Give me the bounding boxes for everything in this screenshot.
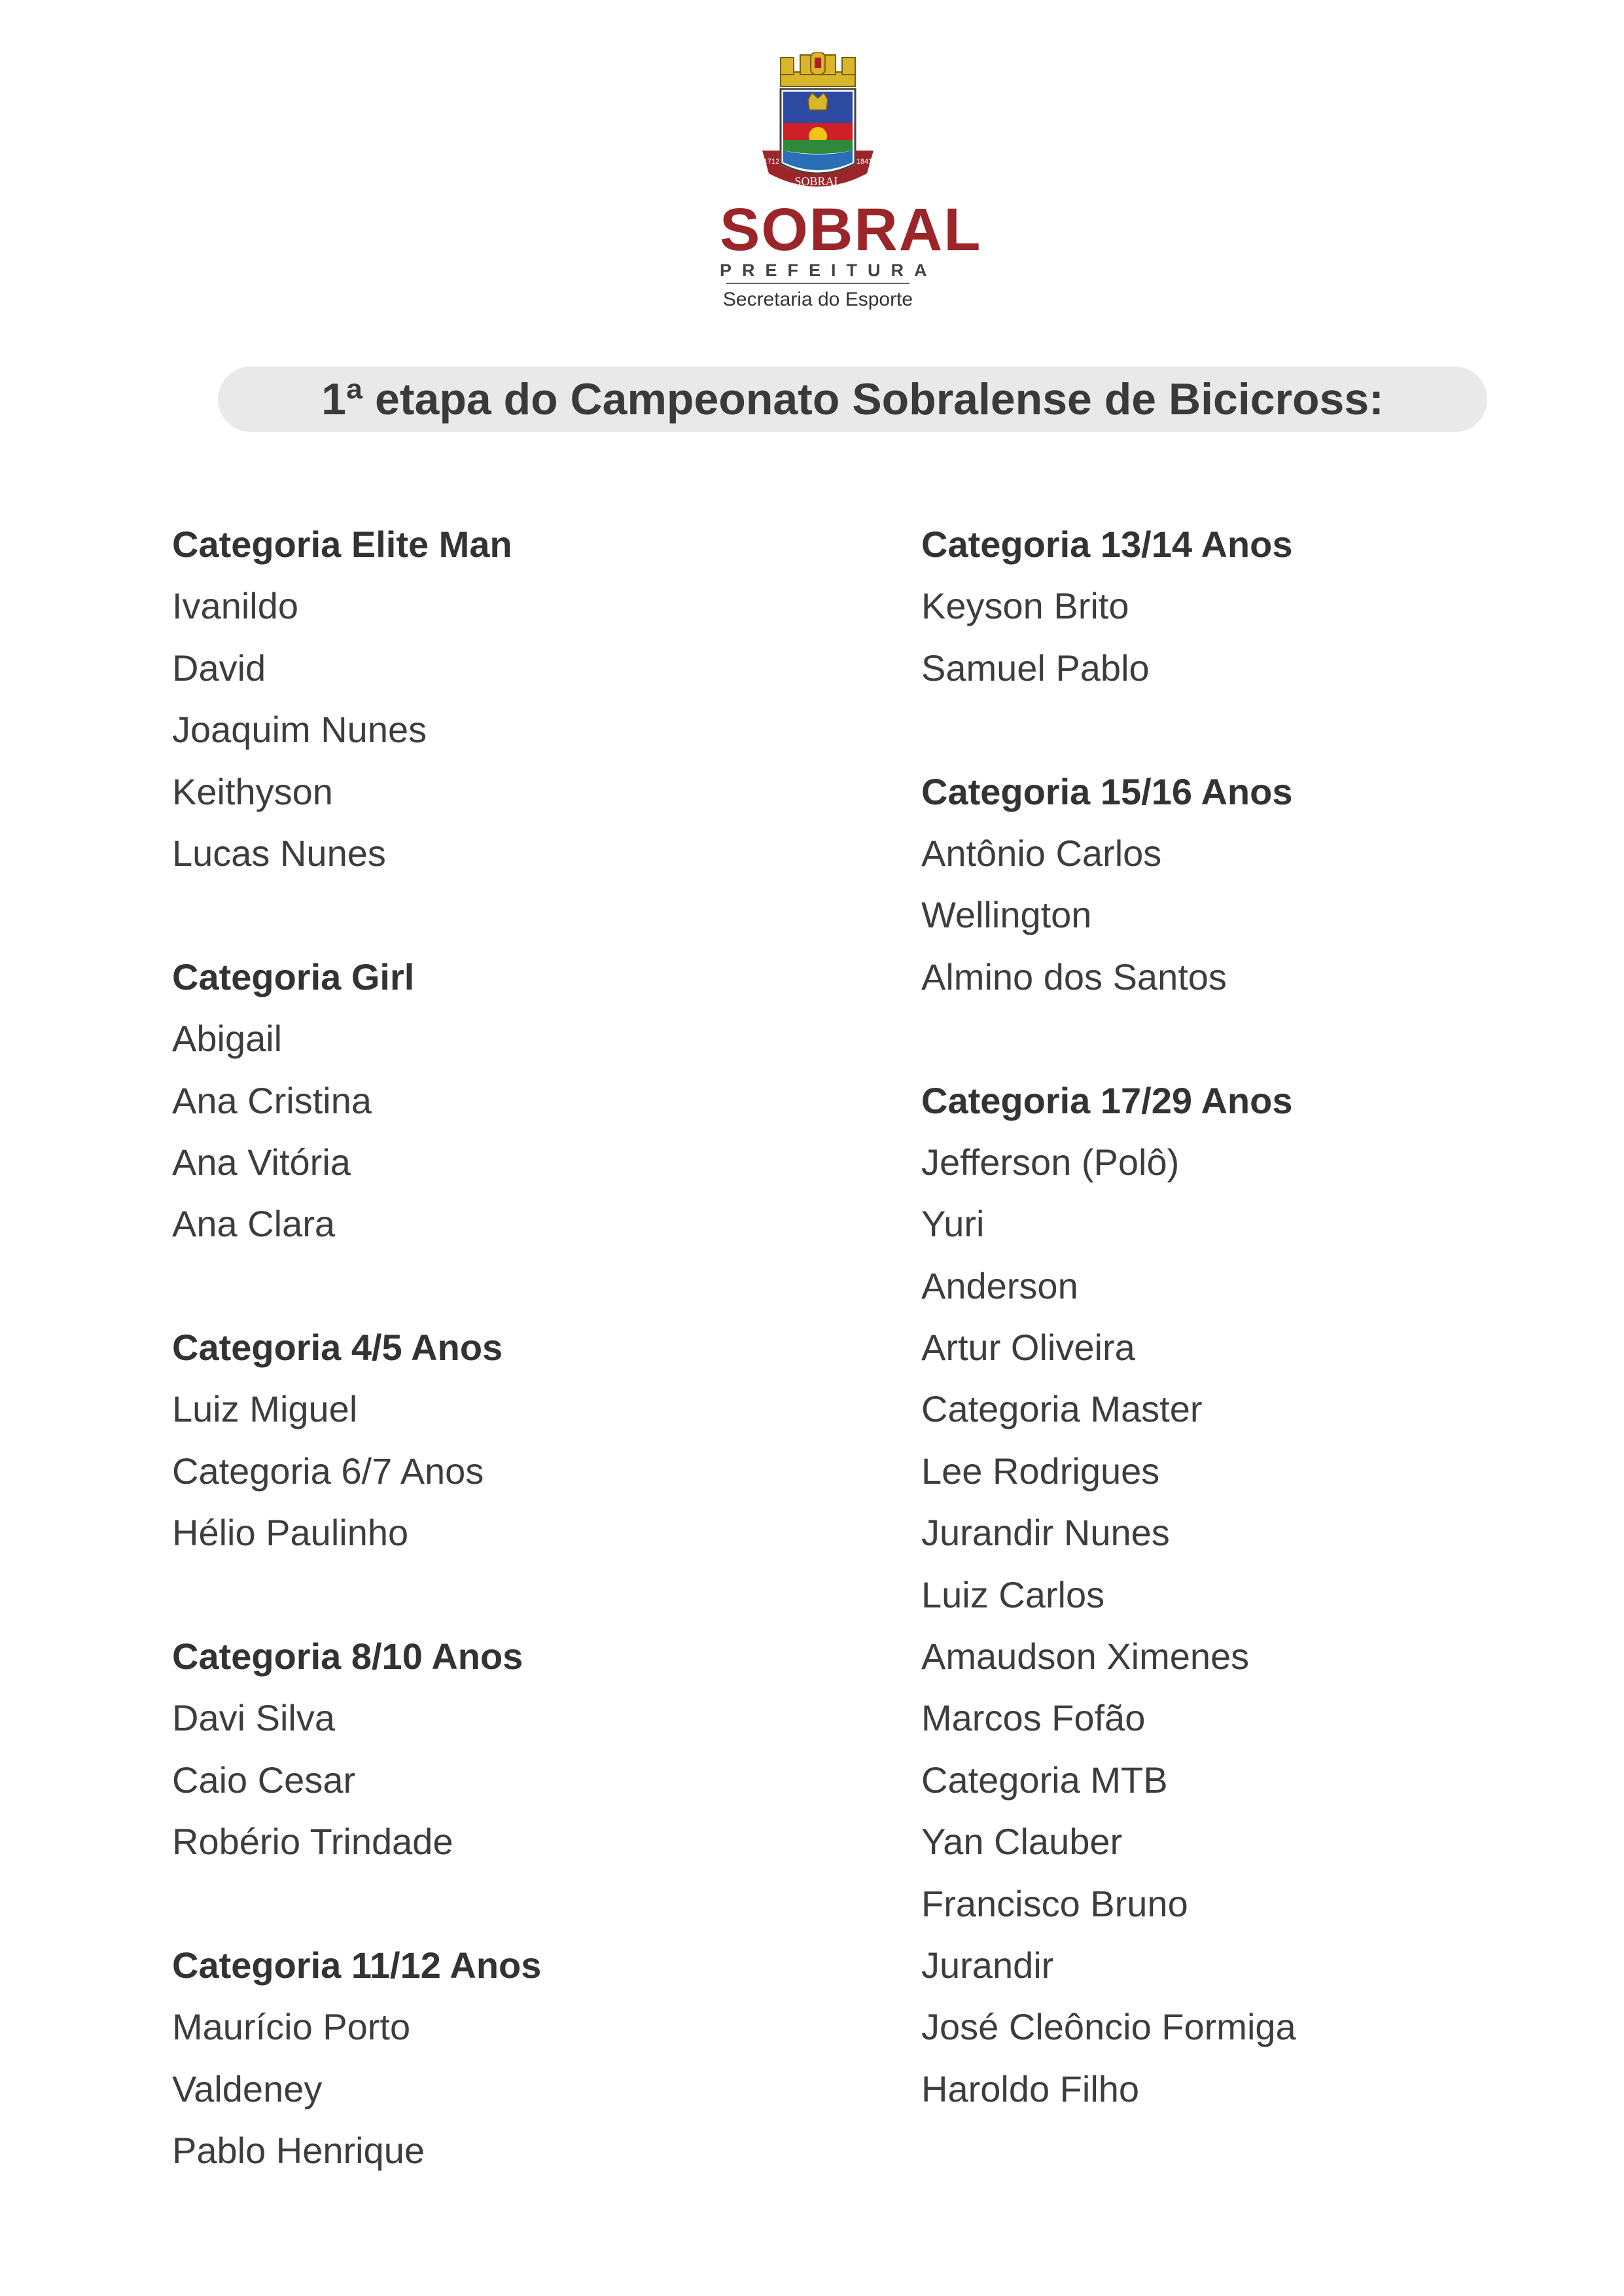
section-spacer	[172, 884, 826, 946]
list-item: Pablo Henrique	[172, 2130, 425, 2172]
list-item: David	[172, 647, 266, 689]
section-spacer	[921, 699, 1576, 761]
list-item: Davi Silva	[172, 1697, 335, 1739]
list-item: Keithyson	[172, 770, 333, 812]
section-spacer	[172, 1873, 826, 1935]
category-heading: Categoria 13/14 Anos	[921, 524, 1293, 565]
list-item: Luiz Carlos	[921, 1573, 1105, 1615]
brand-subtitle: PREFEITURA	[720, 260, 938, 280]
crest-year-left: 1712	[763, 158, 780, 166]
list-item: Categoria MTB	[921, 1759, 1168, 1801]
list-item: Lucas Nunes	[172, 832, 386, 874]
category-heading: Categoria 11/12 Anos	[172, 1944, 542, 1986]
list-item: José Cleôncio Formiga	[921, 2006, 1296, 2048]
section-spacer	[921, 1008, 1576, 1069]
list-item: Ana Vitória	[172, 1141, 351, 1183]
list-item: Keyson Brito	[921, 585, 1129, 627]
list-item: Luiz Miguel	[172, 1388, 358, 1430]
title-bar	[218, 367, 1487, 432]
list-item: Ana Cristina	[172, 1079, 372, 1121]
list-item: Lee Rodrigues	[921, 1450, 1160, 1492]
list-item: Joaquim Nunes	[172, 709, 427, 751]
page-title: 1ª etapa do Campeonato Sobralense de Bicicross:	[321, 374, 1384, 424]
list-item: Anderson	[921, 1265, 1078, 1306]
header-logo	[720, 52, 982, 314]
crest-ribbon-text: SOBRAL	[794, 175, 841, 188]
coat-of-arms-icon	[762, 52, 874, 206]
list-item: Wellington	[921, 894, 1092, 936]
list-item: Samuel Pablo	[921, 647, 1150, 689]
list-item: Yan Clauber	[921, 1821, 1123, 1863]
list-item: Yuri	[921, 1203, 985, 1245]
list-item: Haroldo Filho	[921, 2068, 1140, 2109]
crest-year-right: 1841	[856, 158, 873, 166]
list-item: Antônio Carlos	[921, 832, 1162, 874]
brand-name: SOBRAL	[720, 196, 982, 263]
list-item: Categoria 6/7 Anos	[172, 1450, 484, 1492]
brand-department: Secretaria do Esporte	[722, 289, 913, 310]
left-column	[172, 514, 826, 2182]
category-heading: Categoria 17/29 Anos	[921, 1079, 1293, 1121]
right-column	[921, 514, 1576, 2120]
category-heading: Categoria Elite Man	[172, 524, 512, 565]
list-item: Artur Oliveira	[921, 1327, 1135, 1369]
list-item: Francisco Bruno	[921, 1882, 1188, 1924]
list-item: Ivanildo	[172, 585, 299, 627]
list-item: Amaudson Ximenes	[921, 1636, 1250, 1677]
category-heading: Categoria Girl	[172, 956, 415, 997]
section-spacer	[172, 1564, 826, 1626]
list-item: Categoria Master	[921, 1388, 1203, 1430]
list-item: Robério Trindade	[172, 1821, 453, 1863]
list-item: Abigail	[172, 1018, 283, 1060]
list-item: Marcos Fofão	[921, 1697, 1146, 1739]
list-item: Valdeney	[172, 2068, 323, 2109]
list-item: Caio Cesar	[172, 1759, 356, 1801]
list-item: Jurandir Nunes	[921, 1512, 1170, 1554]
list-item: Maurício Porto	[172, 2006, 411, 2048]
list-item: Almino dos Santos	[921, 956, 1227, 997]
category-heading: Categoria 8/10 Anos	[172, 1636, 523, 1677]
list-item: Jefferson (Polô)	[921, 1141, 1180, 1183]
section-spacer	[172, 1255, 826, 1317]
category-heading: Categoria 15/16 Anos	[921, 770, 1293, 812]
brand-divider	[726, 283, 909, 284]
category-heading: Categoria 4/5 Anos	[172, 1327, 503, 1369]
list-item: Jurandir	[921, 1944, 1054, 1986]
list-item: Hélio Paulinho	[172, 1512, 409, 1554]
list-item: Ana Clara	[172, 1203, 336, 1245]
